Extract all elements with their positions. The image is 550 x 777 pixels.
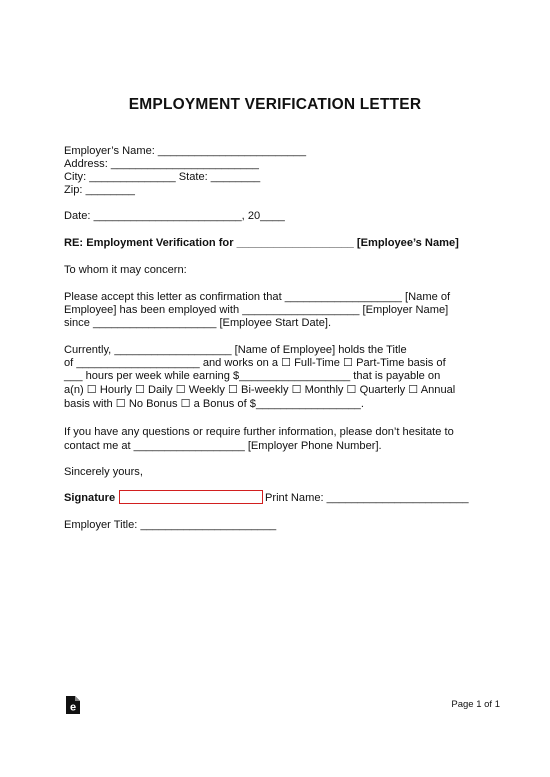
- city-state-line: City: ______________ State: ________: [64, 171, 261, 183]
- address-line: Address: ________________________: [64, 158, 259, 170]
- zip-line: Zip: ________: [64, 184, 135, 196]
- eforms-logo-icon: [66, 696, 80, 714]
- salutation: To whom it may concern:: [64, 264, 187, 276]
- page-number: Page 1 of 1: [451, 699, 500, 710]
- svg-text:e: e: [69, 701, 77, 714]
- signature-label: Signature: [64, 492, 116, 504]
- employer-name-line: Employer’s Name: ________________________: [64, 145, 306, 157]
- para2-line2: of ____________________ and works on a ☐ Full-Time ☐ Part-Time basis of: [64, 357, 446, 369]
- para1-line2: Employee] has been employed with ___________________ [Employer Name]: [64, 304, 449, 316]
- signature-field[interactable]: [119, 490, 263, 504]
- closing: Sincerely yours,: [64, 466, 143, 478]
- para3-line2: contact me at __________________ [Employer Phone Number].: [64, 440, 382, 452]
- para3-line1: If you have any questions or require further information, please don’t hesitate to: [64, 426, 454, 438]
- employer-title-line: Employer Title: ______________________: [64, 519, 277, 531]
- date-line: Date: ________________________, 20____: [64, 210, 285, 222]
- document-title: EMPLOYMENT VERIFICATION LETTER: [128, 96, 422, 113]
- para1-line3: since ____________________ [Employee Start Date].: [64, 317, 332, 329]
- para2-line1: Currently, ___________________ [Name of Employee] holds the Title: [64, 344, 407, 356]
- para1-line1: Please accept this letter as confirmation that ___________________ [Name of: [64, 291, 451, 303]
- para2-line3: ___ hours per week while earning $__________________ that is payable on: [64, 370, 441, 382]
- para2-line4: a(n) ☐ Hourly ☐ Daily ☐ Weekly ☐ Bi-weekly ☐ Monthly ☐ Quarterly ☐ Annual: [64, 384, 456, 396]
- re-line: RE: Employment Verification for ___________________ [Employee’s Name]: [64, 237, 459, 249]
- print-name-line: Print Name: _______________________: [265, 492, 469, 504]
- para2-line5: basis with ☐ No Bonus ☐ a Bonus of $_________________.: [64, 398, 364, 410]
